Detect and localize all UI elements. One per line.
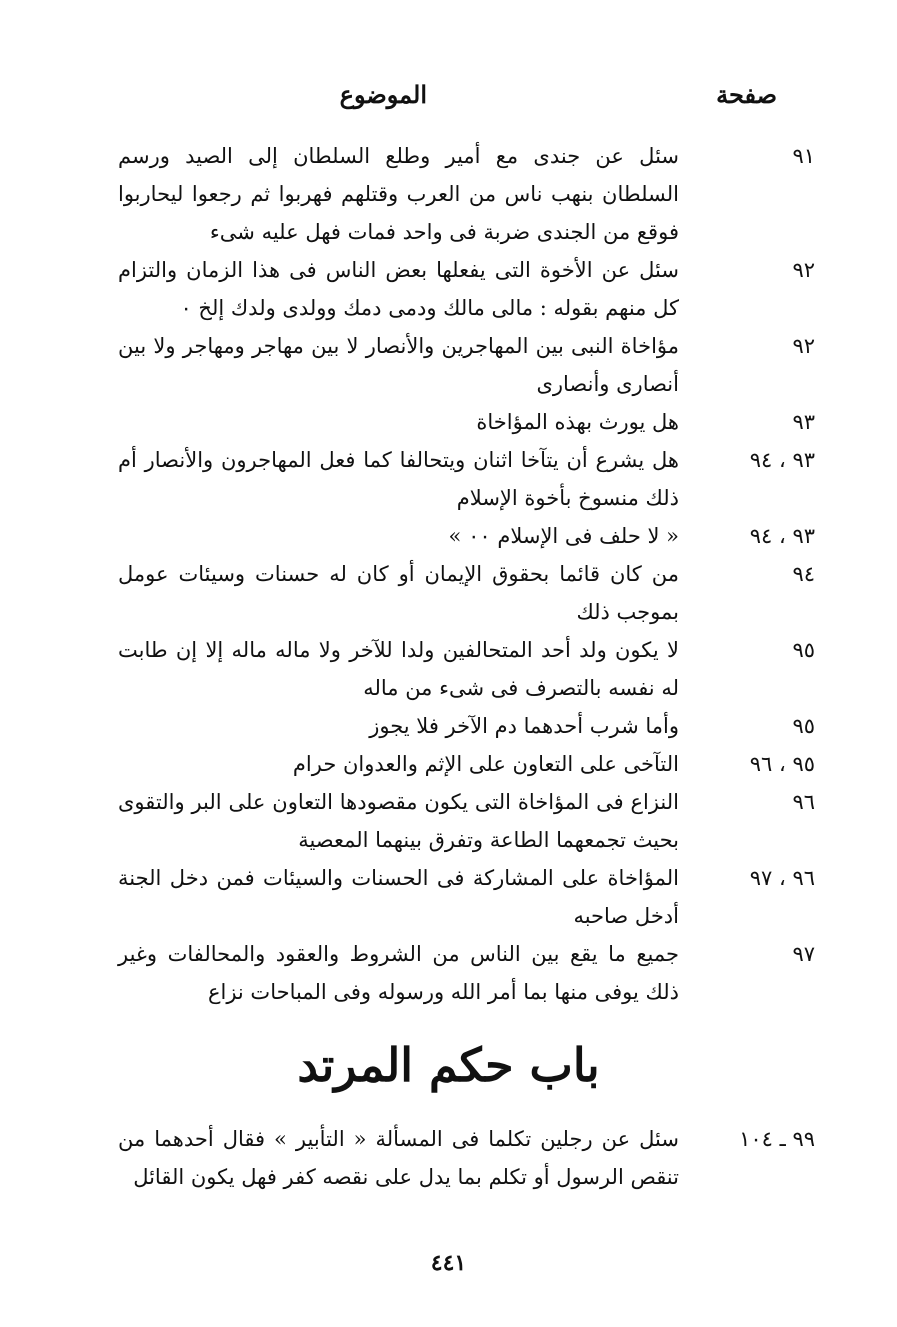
index-entry bbox=[0, 935, 897, 1011]
index-header bbox=[0, 80, 897, 120]
entry-topic-text: هل يشرع أن يتآخا اثنان ويتحالفا كما فعل المهاجرون والأنصار أم ذلك منسوخ بأخوة الإسلام bbox=[118, 448, 679, 510]
entry-topic-text: وأما شرب أحدهما دم الآخر فلا يجوز bbox=[369, 714, 679, 738]
index-entry bbox=[0, 327, 897, 403]
entry-topic-text: لا يكون ولد أحد المتحالفين ولدا للآخر ولا ماله ماله إلا إن طابت له نفسه بالتصرف فى شىء من ماله bbox=[118, 638, 679, 700]
entry-topic-text: سئل عن رجلين تكلما فى المسألة « التأبير » فقال أحدهما من تنقص الرسول أو تكلم بما يدل على نقصه كفر فهل يكون القائل bbox=[118, 1127, 679, 1189]
section-title: باب حكم المرتد bbox=[297, 1038, 600, 1092]
entry-page-number: ٩٥ bbox=[792, 638, 815, 662]
index-entry bbox=[0, 783, 897, 859]
entry-page-number: ٩١ bbox=[792, 144, 815, 168]
page-column-heading: صفحة bbox=[716, 80, 777, 109]
entry-page-number: ٩٣ ، ٩٤ bbox=[749, 448, 815, 472]
entry-topic-text: المؤاخاة على المشاركة فى الحسنات والسيئات فمن دخل الجنة أدخل صاحبه bbox=[118, 866, 679, 928]
index-entry bbox=[0, 137, 897, 251]
entry-page-number: ٩٣ bbox=[792, 410, 815, 434]
entry-page-number: ٩٣ ، ٩٤ bbox=[749, 524, 815, 548]
topic-column-heading: الموضوع bbox=[339, 80, 427, 109]
entry-page-number: ٩٦ ، ٩٧ bbox=[749, 866, 815, 890]
entry-topic-text: مؤاخاة النبى بين المهاجرين والأنصار لا بين مهاجر ومهاجر ولا بين أنصارى وأنصارى bbox=[118, 334, 679, 396]
entry-page-number: ٩٩ ـ ١٠٤ bbox=[739, 1127, 815, 1151]
entry-page-number: ٩٥ ، ٩٦ bbox=[749, 752, 815, 776]
entry-page-number: ٩٢ bbox=[792, 258, 815, 282]
entry-page-number: ٩٦ bbox=[792, 790, 815, 814]
index-entry bbox=[0, 1120, 897, 1196]
entry-page-number: ٩٧ bbox=[792, 942, 815, 966]
entry-topic-text: من كان قائما بحقوق الإيمان أو كان له حسنات وسيئات عومل بموجب ذلك bbox=[118, 562, 679, 624]
page-number: ٤٤١ bbox=[430, 1250, 467, 1276]
index-entry bbox=[0, 403, 897, 441]
entry-topic-text: سئل عن الأخوة التى يفعلها بعض الناس فى هذا الزمان والتزام كل منهم بقوله : مالى مالك ودمى دمك وولدى ولدك إلخ ٠ bbox=[118, 258, 679, 320]
section-entries bbox=[0, 1120, 897, 1196]
entry-topic-text: جميع ما يقع بين الناس من الشروط والعقود والمحالفات وغير ذلك يوفى منها بما أمر الله ورسوله وفى المباحات نزاع bbox=[118, 942, 679, 1004]
index-entry bbox=[0, 441, 897, 517]
index-entry bbox=[0, 859, 897, 935]
index-entry bbox=[0, 707, 897, 745]
entry-topic-text: النزاع فى المؤاخاة التى يكون مقصودها التعاون على البر والتقوى بحيث تجمعهما الطاعة وتفرق بينهما المعصية bbox=[118, 790, 679, 852]
entry-page-number: ٩٥ bbox=[792, 714, 815, 738]
entry-topic-text: هل يورث بهذه المؤاخاة bbox=[476, 410, 679, 434]
entry-page-number: ٩٢ bbox=[792, 334, 815, 358]
entry-topic-text: سئل عن جندى مع أمير وطلع السلطان إلى الصيد ورسم السلطان بنهب ناس من العرب وقتلهم فهربوا ثم رجعوا ليحاربوا فوقع من الجندى ضربة فى واحد فمات فهل عليه شىء bbox=[118, 144, 679, 244]
index-entry bbox=[0, 631, 897, 707]
entry-page-number: ٩٤ bbox=[792, 562, 815, 586]
index-entry bbox=[0, 745, 897, 783]
entry-topic-text: التآخى على التعاون على الإثم والعدوان حرام bbox=[292, 752, 679, 776]
index-entry bbox=[0, 251, 897, 327]
index-entries bbox=[0, 137, 897, 1011]
entry-topic-text: « لا حلف فى الإسلام ٠٠ » bbox=[448, 524, 679, 548]
index-entry bbox=[0, 555, 897, 631]
index-entry bbox=[0, 517, 897, 555]
